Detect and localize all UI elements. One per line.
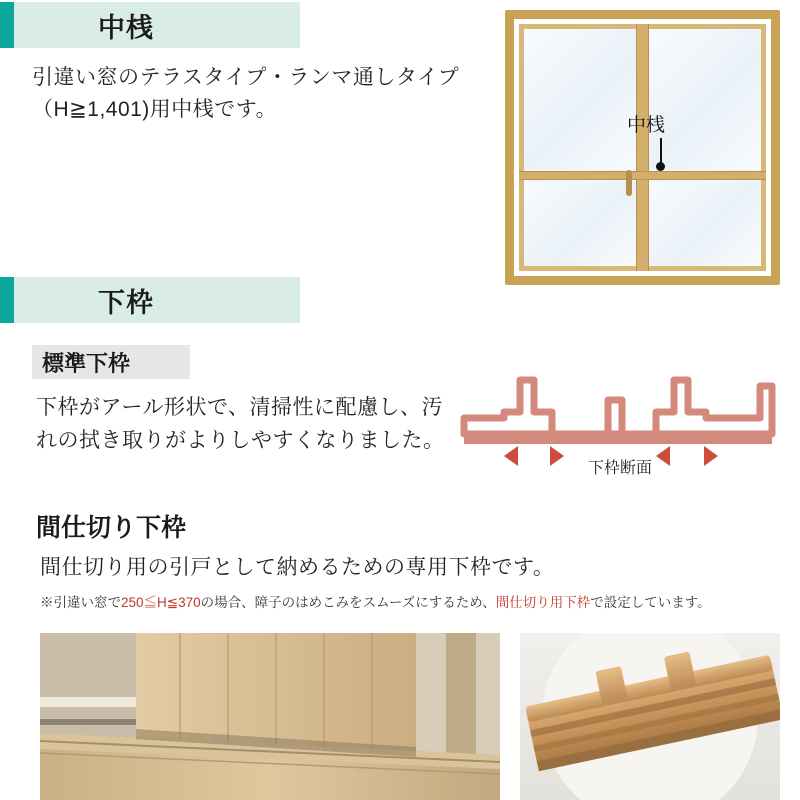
sub-label-partition-sill: 間仕切り下枠 — [36, 514, 187, 542]
footnote-part-2: の場合、障子のはめこみをスムーズにするため、 — [200, 595, 496, 610]
footnote-part-1: ※引違い窓で — [40, 595, 121, 610]
footnote-partition-sill — [40, 592, 730, 614]
window-center-stile — [636, 24, 649, 271]
section-header-body — [14, 277, 300, 323]
section-title-shitawaku: 下枠 — [98, 287, 154, 318]
window-callout-label: 中桟 — [627, 115, 666, 136]
section-header-nakazan — [0, 2, 300, 48]
interior-sliding-door-photo — [40, 633, 500, 800]
window-callout-dot — [656, 162, 665, 171]
sliding-window-diagram — [505, 10, 780, 285]
footnote-highlight-range: 250≦H≦370 — [121, 595, 201, 610]
section-header-body — [14, 2, 300, 48]
window-middle-rail — [519, 171, 766, 180]
section-header-shitawaku — [0, 277, 300, 323]
sill-closeup-svg — [520, 633, 780, 800]
section-body-partition-sill: 間仕切り用の引戸として納めるための専用下枠です。 — [40, 556, 555, 579]
section-body-standard-sill: 下枠がアール形状で、清掃性に配慮し、汚れの拭き取りがよりしやすくなりました。 — [36, 396, 445, 452]
window-pane-top-right — [647, 29, 761, 169]
sub-label-standard-sill — [32, 345, 190, 379]
section-accent-bar — [0, 277, 14, 323]
window-pane-top-left — [524, 29, 638, 169]
section-body-nakazan: 引違い窓のテラスタイプ・ランマ通しタイプ（H≧1,401)用中桟です。 — [32, 66, 460, 121]
window-pane-bottom-left — [524, 182, 638, 266]
interior-photo-svg — [40, 633, 500, 800]
sill-figure-caption: 下枠断面 — [587, 460, 652, 477]
window-handle-left — [626, 170, 632, 196]
window-pane-bottom-right — [647, 182, 761, 266]
footnote-part-3: で設定しています。 — [590, 595, 711, 610]
footnote-highlight-term: 間仕切り用下枠 — [495, 595, 591, 610]
section-accent-bar — [0, 2, 14, 48]
sub-label-standard-sill-text: 標準下枠 — [42, 350, 131, 376]
section-title-nakazan: 中桟 — [98, 12, 154, 43]
sill-closeup-photo — [520, 633, 780, 800]
